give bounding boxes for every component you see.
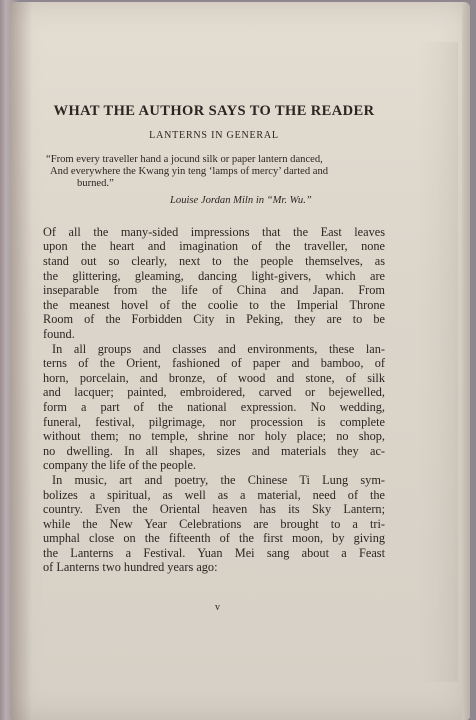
text-line: the meanest hovel of the coolie to the Imperial Throne [43,297,385,312]
chapter-title: WHAT THE AUTHOR SAYS TO THE READER [53,103,375,119]
body-text [43,225,385,575]
page-shading [418,42,458,682]
text-line: without them; no temple, shrine nor holy place; no shop, [43,429,385,444]
epigraph-line: “From every traveller hand a jocund silk or paper lantern danced, [46,154,323,165]
text-line: form a part of the national expression. No wedding, [43,399,385,414]
text-line: horn, porcelain, and bronze, of wood and stone, of silk [43,370,385,385]
book-page [10,2,470,720]
text-line: found. [43,326,75,341]
text-line: stand out so clearly, next to the people themselves, as [43,254,385,268]
text-line: the Lanterns a Festival. Yuan Mei sang about a Feast [43,545,385,560]
page-number: v [215,602,220,613]
text-line: company the life of the people. [43,458,196,473]
text-line: upon the heart and imagination of the traveller, none [43,239,385,254]
text-line: funeral, festival, pilgrimage, nor procession is complete [43,414,385,429]
epigraph-line: burned.” [77,178,114,190]
paragraph-1 [43,225,385,342]
text-line: In all groups and classes and environments, these lan- [52,341,385,356]
text-line: while the New Year Celebrations are brought to a tri- [43,516,385,531]
text-line: of Lanterns two hundred years ago: [43,560,218,575]
text-line: the glittering, gleaming, dancing light-givers, which are [43,268,385,283]
epigraph-attribution: Louise Jordan Miln in “Mr. Wu.” [170,194,312,206]
epigraph [43,154,385,207]
page-edge [462,2,470,720]
epigraph-line: And everywhere the Kwang yin teng ‘lamps of mercy’ darted and [50,166,329,178]
text-line: no dwelling. In all shapes, sizes and materials they ac- [43,443,385,458]
text-line: Of all the many-sided impressions that the East leaves [43,224,385,239]
page-text [43,102,385,575]
section-subtitle: LANTERNS IN GENERAL [149,130,279,141]
paragraph-3 [43,473,385,575]
text-line: inseparable from the life of China and Japan. From [43,283,385,298]
text-line: umphal close on the fifteenth of the first moon, by giving [43,531,385,546]
text-line: country. Even the Oriental heaven has its Sky Lantern; [43,502,385,517]
text-line: terns of the Orient, fashioned of paper and bamboo, of [43,356,385,371]
text-line: In music, art and poetry, the Chinese Ti Lung sym- [52,472,385,487]
paragraph-2 [43,342,385,473]
text-line: Room of the Forbidden City in Peking, they are to be [43,312,385,327]
text-line: bolizes a spiritual, as well as a material, need of the [43,487,385,502]
text-line: and lacquer; painted, embroidered, carved or bejewelled, [43,385,385,400]
